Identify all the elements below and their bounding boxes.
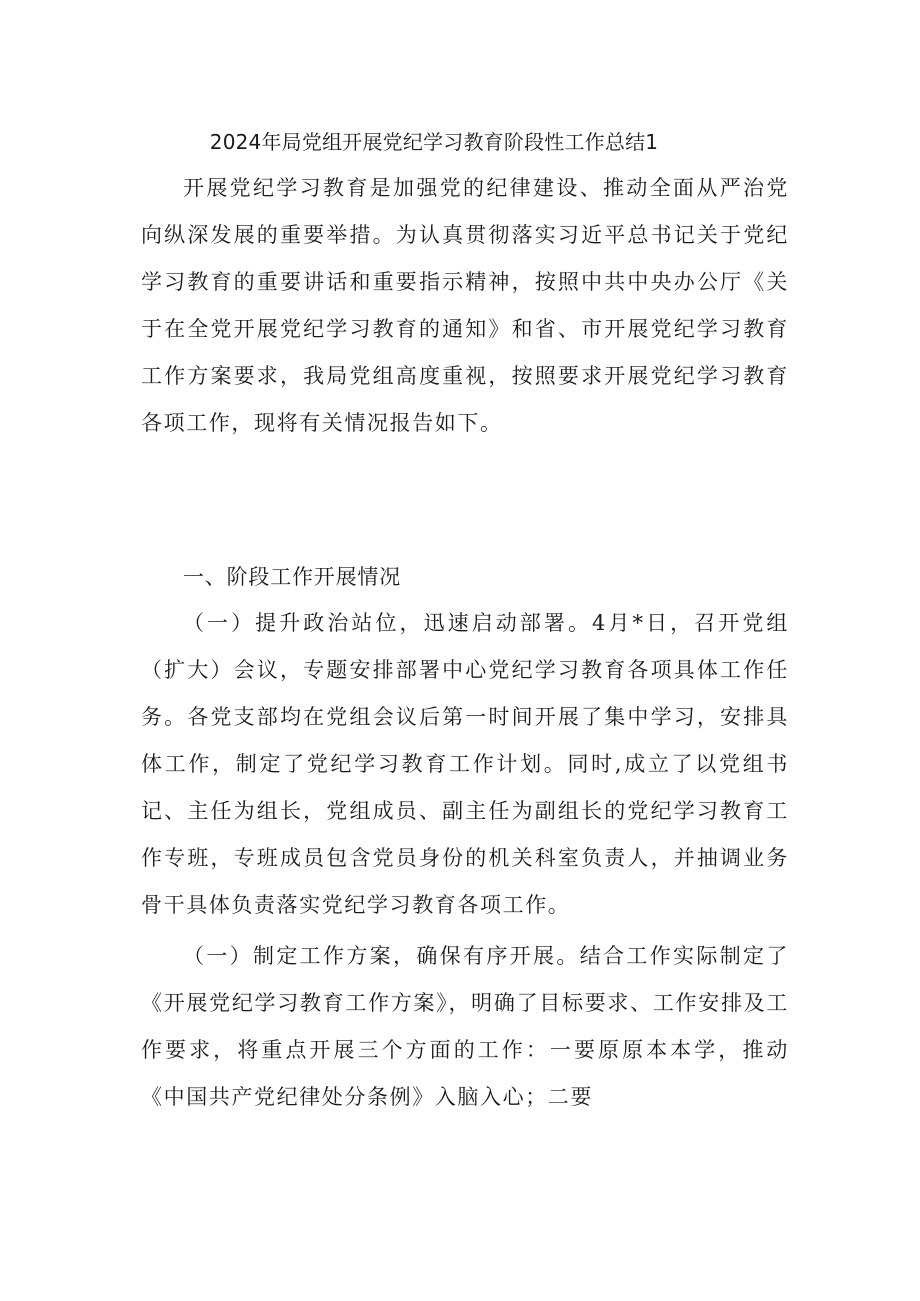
document-title: 2024年局党组开展党纪学习教育阶段性工作总结1 [209, 130, 659, 154]
intro-paragraph: 开展党纪学习教育是加强党的纪律建设、推动全面从严治党向纵深发展的重要举措。为认真贯彻落实习近平总书记关于党纪学习教育的重要讲话和重要指示精神，按照中共中央办公厅《关于在全党开展党纪学习教育的通知》和省、市开展党纪学习教育工作方案要求，我局党组高度重视，按照要求开展党纪学习教育各项工作，现将有关情况报告如下。 [141, 176, 789, 435]
body-paragraph-2: （一）制定工作方案，确保有序开展。结合工作实际制定了《开展党纪学习教育工作方案》，明确了目标要求、工作安排及工作要求，将重点开展三个方面的工作：一要原原本本学，推动《中国共产党纪律处分条例》入脑入心；二要 [141, 944, 789, 1109]
body-paragraph-1: （一）提升政治站位，迅速启动部署。4月*日，召开党组（扩大）会议，专题安排部署中心党纪学习教育各项具体工作任务。各党支部均在党组会议后第一时间开展了集中学习，安排具体工作，制定了党纪学习教育工作计划。同时,成立了以党组书记、主任为组长，党组成员、副主任为副组长的党纪学习教育工作专班，专班成员包含党员身份的机关科室负责人，并抽调业务骨干具体负责落实党纪学习教育各项工作。 [141, 611, 789, 917]
section-heading: 一、阶段工作开展情况 [183, 565, 401, 589]
